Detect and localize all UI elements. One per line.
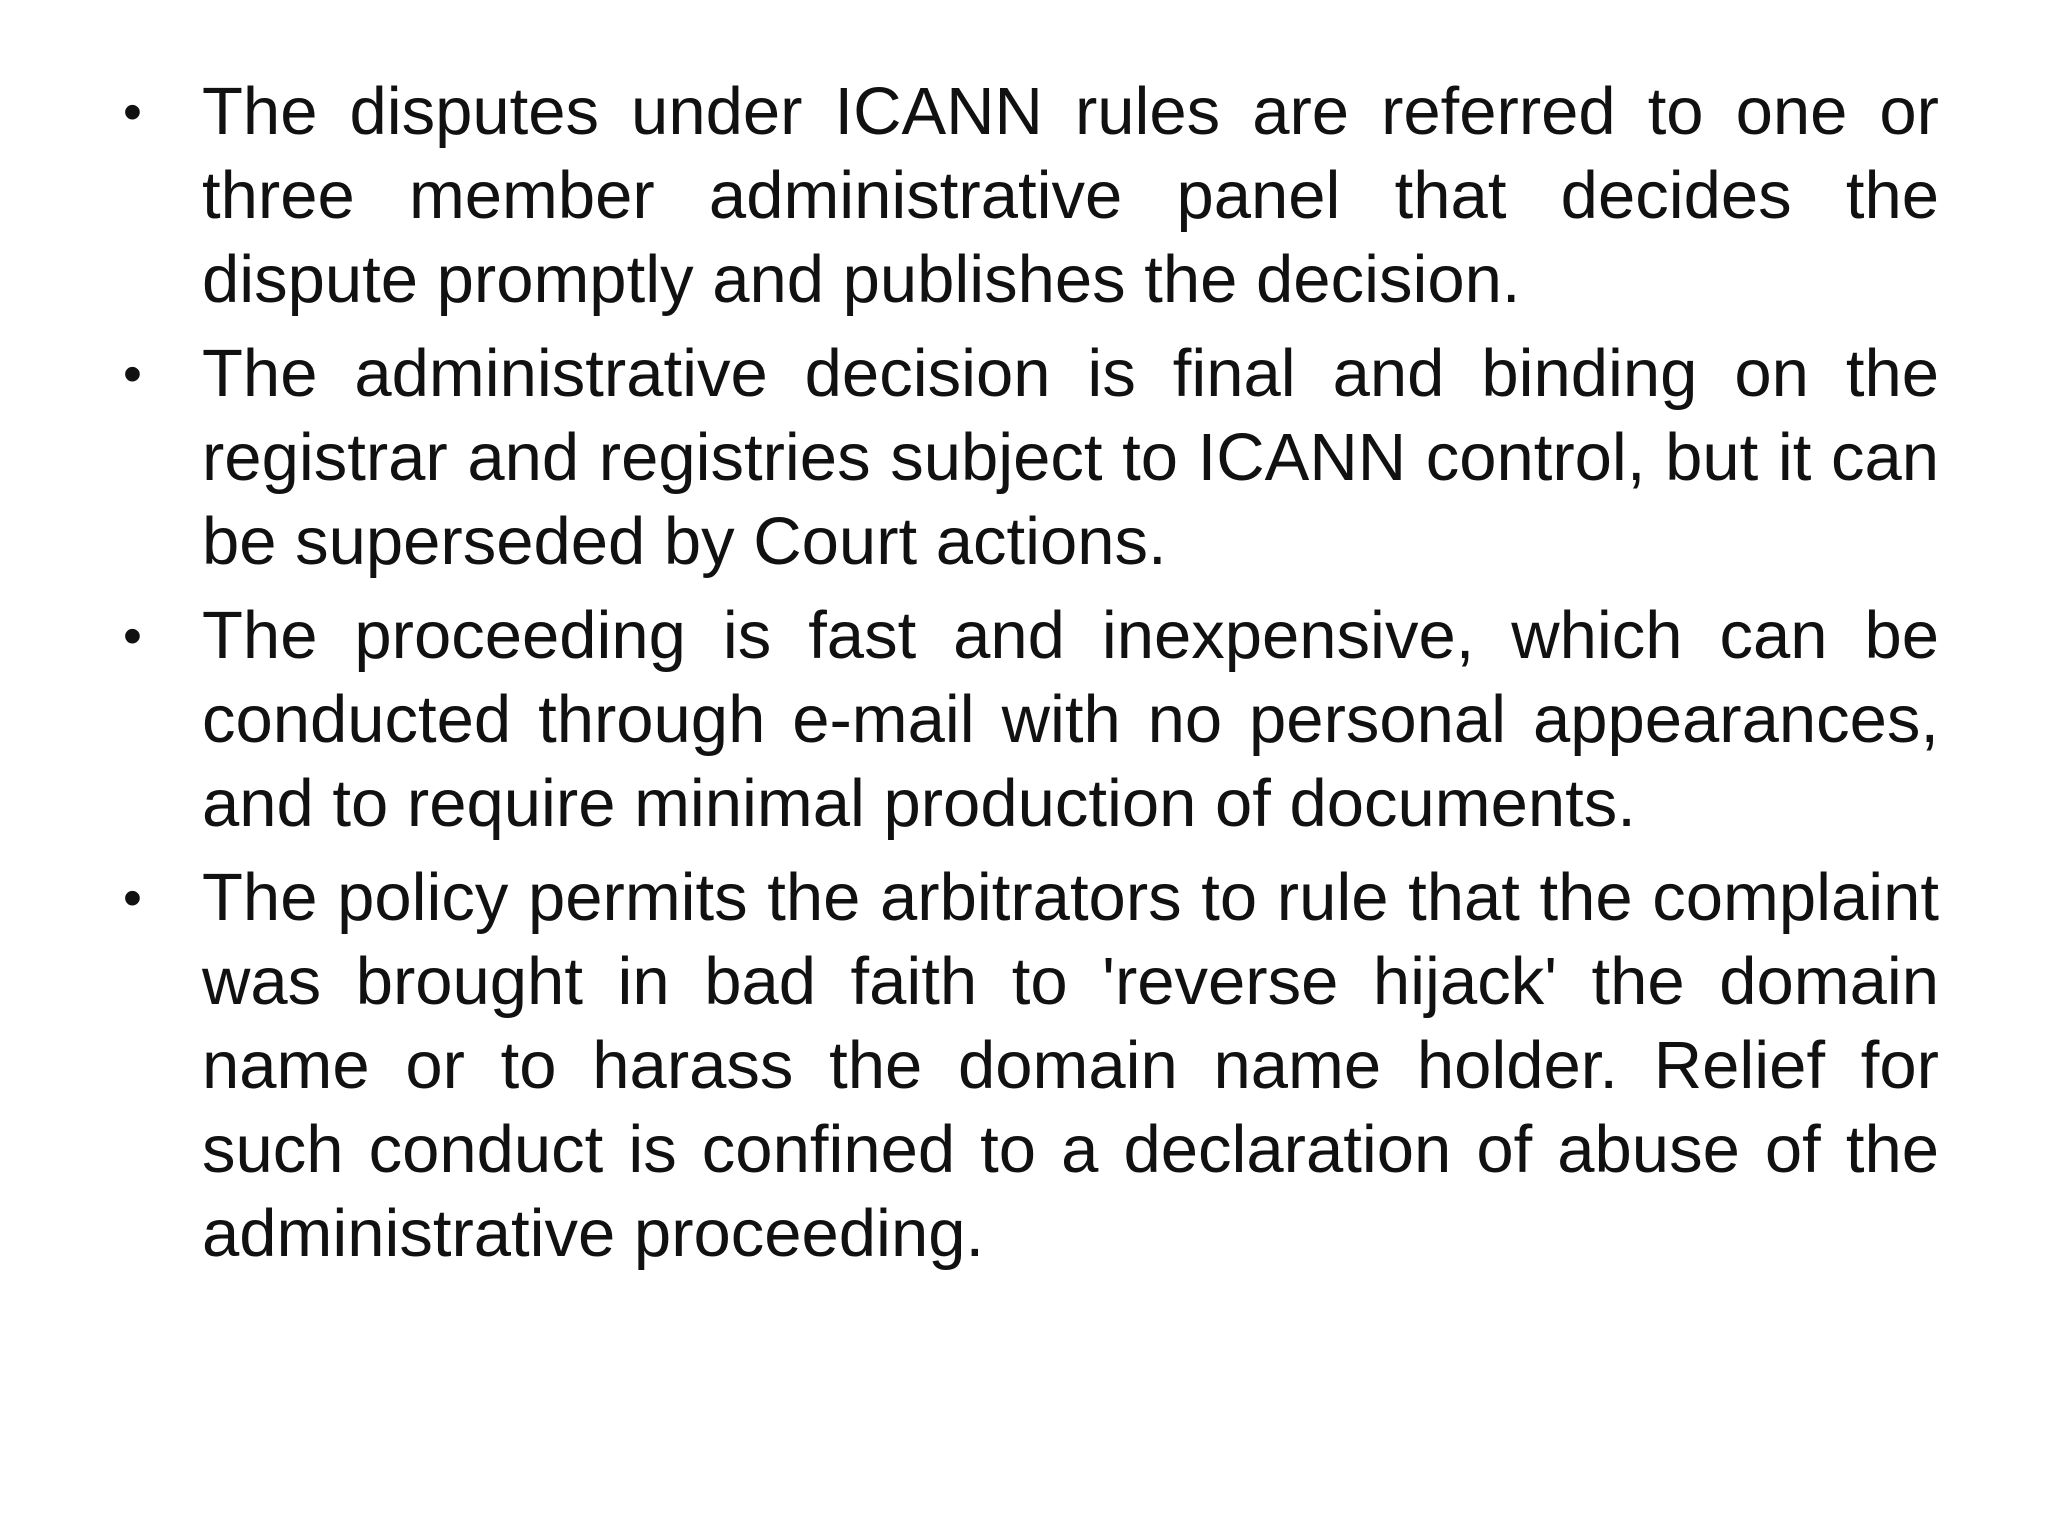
bullet-item-4	[123, 856, 1939, 1276]
bullet-icon: •	[123, 344, 142, 404]
bullet-text-4: The policy permits the arbitrators to rule that the complaint was brought in bad faith to 'reverse hijack' the domain name or to harass the domain name holder. Relief for such conduct is confined to a declaration of abuse of the administrative proceeding.	[202, 860, 1939, 1271]
bullet-text-3: The proceeding is fast and inexpensive, which can be conducted through e-mail with no personal appearances, and to require minimal production of documents.	[202, 598, 1939, 841]
bullet-list	[123, 70, 1939, 1286]
bullet-text-1: The disputes under ICANN rules are referred to one or three member administrative panel that decides the dispute promptly and publishes the decision.	[202, 74, 1939, 317]
bullet-item-1	[123, 70, 1939, 322]
bullet-item-2	[123, 332, 1939, 584]
bullet-icon: •	[123, 868, 142, 928]
bullet-icon: •	[123, 82, 142, 142]
bullet-icon: •	[123, 606, 142, 666]
bullet-text-2: The administrative decision is final and binding on the registrar and registries subject to ICANN control, but it can be superseded by Court actions.	[202, 336, 1939, 579]
bullet-item-3	[123, 594, 1939, 846]
